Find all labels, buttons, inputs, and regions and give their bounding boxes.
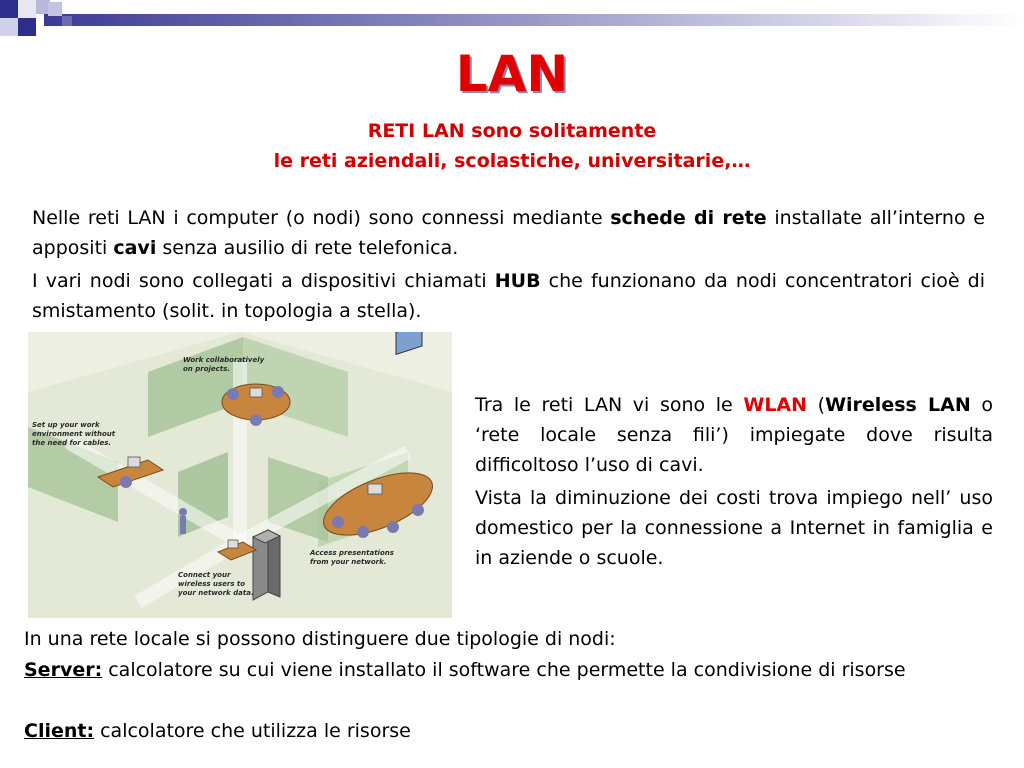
label-setup-3: the need for cables.: [32, 439, 112, 447]
intro-paragraph-2: [32, 266, 985, 326]
subtitle-line-2: le reti aziendali, scolastiche, universitarie,…: [273, 150, 751, 172]
label-connect-1: Connect your: [178, 571, 231, 579]
wlan-text-e: o ‘rete locale senza fili’) impiegate dove risulta difficoltoso l’uso di cavi.: [475, 394, 994, 476]
label-access-1: Access presentations: [310, 549, 394, 557]
intro-paragraph-1: [32, 203, 985, 263]
slide-title: LAN: [455, 45, 569, 103]
intro-p2-bold-hub: HUB: [494, 270, 541, 292]
wireless-office-illustration: [28, 332, 452, 618]
top-decoration-bar: [0, 0, 1024, 36]
server-label: Server:: [24, 659, 103, 681]
server-text: calcolatore su cui viene installato il software che permette la condivisione di risorse: [102, 659, 906, 681]
wlan-paragraph-1: [475, 390, 993, 480]
decor-gradient-bar: [0, 0, 1024, 36]
subtitle-line-1: RETI LAN sono solitamente: [367, 120, 657, 142]
wlan-text-a: Tra le reti LAN vi sono le: [475, 394, 744, 416]
label-collab-1: Work collaboratively: [183, 356, 265, 364]
intro-p1-text-a: Nelle reti LAN i computer (o nodi) sono connessi mediante: [32, 207, 611, 229]
intro-p2-text-c: che funzionano da nodi concentratori cioè di smistamento (solit. in topologia a stella).: [32, 270, 985, 322]
nodes-intro: In una rete locale si possono distinguere due tipologie di nodi:: [24, 628, 616, 650]
label-collab-2: on projects.: [183, 365, 230, 373]
office-floorplan-drawing: [28, 332, 452, 618]
intro-p1-text-c: installate all’interno e appositi: [32, 207, 985, 259]
wlan-bold-wireless-lan: Wireless LAN: [825, 394, 971, 416]
wlan-paragraph-2: Vista la diminuzione dei costi trova impiego nell’ uso domestico per la connessione a Internet in famiglia e in aziende o scuole.: [475, 487, 993, 569]
intro-p2-text-a: I vari nodi sono collegati a dispositivi chiamati: [32, 270, 495, 292]
label-connect-3: your network data.: [178, 589, 254, 597]
label-setup-1: Set up your work: [32, 421, 100, 429]
server-definition: [24, 655, 1014, 685]
intro-p1-bold-cavi: cavi: [113, 237, 157, 259]
intro-p1-bold-schede: schede di rete: [610, 207, 767, 229]
label-setup-2: environment without: [32, 430, 116, 438]
client-definition: [24, 716, 1014, 746]
client-label: Client:: [24, 720, 95, 742]
client-text: calcolatore che utilizza le risorse: [94, 720, 411, 742]
label-connect-2: wireless users to: [178, 580, 246, 588]
wlan-acronym: WLAN: [743, 394, 808, 416]
wlan-text-c: (: [807, 394, 826, 416]
intro-p1-text-e: senza ausilio di rete telefonica.: [156, 237, 459, 259]
label-access-2: from your network.: [310, 558, 387, 566]
